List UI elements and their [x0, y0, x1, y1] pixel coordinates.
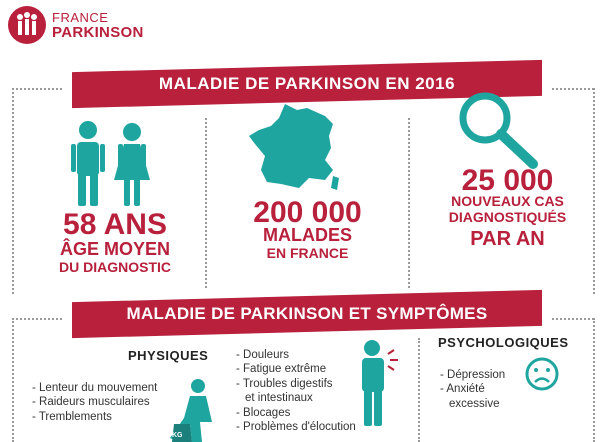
psychologiques-list [440, 368, 505, 411]
list-item: et intestinaux [245, 392, 313, 405]
list-item: - Problèmes d'élocution [236, 420, 356, 434]
divider [12, 318, 62, 320]
list-item: - Fatigue extrême [236, 362, 356, 376]
divider [418, 338, 420, 442]
physiques-right-list [236, 348, 356, 434]
logo-text-parkinson: PARKINSON [52, 24, 144, 41]
list-item: - Tremblements [32, 410, 157, 424]
divider [552, 88, 594, 90]
section1-title: MALADIE DE PARKINSON EN 2016 [158, 74, 456, 93]
stat-new-cases-label2: DIAGNOSTIQUÉS [448, 209, 567, 225]
stat-patients-label1: MALADES [263, 225, 352, 245]
logo-text-france: FRANCE [52, 10, 109, 25]
list-item: - Lenteur du mouvement [32, 381, 157, 395]
list-item: - Douleurs [236, 348, 356, 362]
physiques-left-list [32, 381, 157, 424]
stat-new-cases-label1: NOUVEAUX CAS [451, 193, 564, 209]
list-item: - Anxiété [440, 382, 505, 396]
stat-age-value: 58 ANS [63, 208, 167, 241]
magnifier-icon [455, 90, 555, 170]
section2-title: MALADIE DE PARKINSON ET SYMPTÔMES [126, 304, 488, 323]
section2-banner [72, 290, 542, 338]
stat-patients-label2: EN FRANCE [266, 245, 349, 261]
list-item: - Blocages [236, 406, 356, 420]
stat-new-cases-label3: PAR AN [470, 228, 545, 250]
weight-label: KG [172, 432, 183, 439]
stat-patients-value: 200 000 [253, 196, 362, 229]
stat-age-label2: DU DIAGNOSTIC [59, 259, 171, 275]
couple-icon [62, 118, 162, 208]
divider [408, 118, 410, 288]
list-item: - Raideurs musculaires [32, 395, 157, 409]
sad-face-icon [524, 356, 560, 392]
divider [205, 118, 207, 288]
list-item: excessive [449, 397, 500, 410]
divider [12, 88, 62, 90]
list-item: - Dépression [440, 368, 505, 382]
france-map-icon [245, 100, 345, 192]
list-item: - Troubles digestifs [236, 377, 356, 391]
divider [593, 318, 595, 442]
divider [552, 318, 594, 320]
divider [12, 318, 14, 442]
logo-figures-icon [8, 6, 46, 44]
stat-age-label1: ÂGE MOYEN [59, 239, 170, 259]
divider [12, 88, 14, 294]
man-pain-icon [352, 338, 402, 428]
logo-mark [8, 6, 46, 44]
physiques-heading: PHYSIQUES [128, 348, 209, 363]
psychologiques-heading: PSYCHOLOGIQUES [438, 335, 569, 350]
stat-new-cases-value: 25 000 [461, 164, 554, 197]
